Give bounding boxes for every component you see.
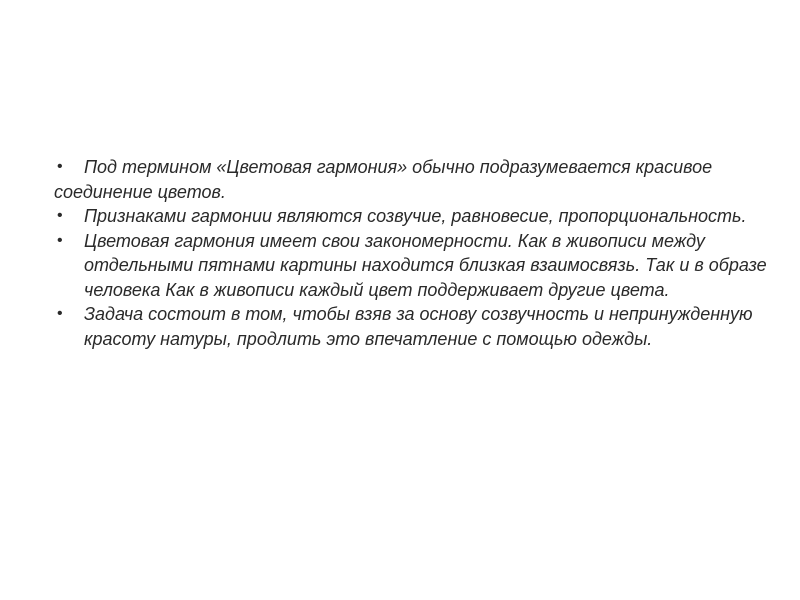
list-item [54,302,784,351]
list-item [54,155,784,204]
list-item [54,204,784,229]
bullet-icon: • [57,207,63,224]
bullet-icon: • [57,231,63,249]
list-item-text: Цветовая гармония имеет свои закономерности. Как в живописи между отдельными пятнами картины находится близкая взаимосвязь. Так и в образе человека Как в живописи каждый цвет поддерживает другие цвета. [84,230,767,300]
list-item [54,229,784,303]
bullet-list [54,155,784,351]
list-item-text: Задача состоит в том, чтобы взяв за основу созвучность и непринужденную красоту натуры, продлить это впечатление с помощью одежды. [84,304,753,349]
list-item-text: Признаками гармонии являются созвучие, равновесие, пропорциональность. [84,206,747,226]
bullet-icon: • [57,305,63,322]
bullet-icon: • [57,158,63,175]
slide-body [54,155,784,351]
list-item-text: Под термином «Цветовая гармония» обычно подразумевается красивое соединение цветов. [54,157,713,202]
